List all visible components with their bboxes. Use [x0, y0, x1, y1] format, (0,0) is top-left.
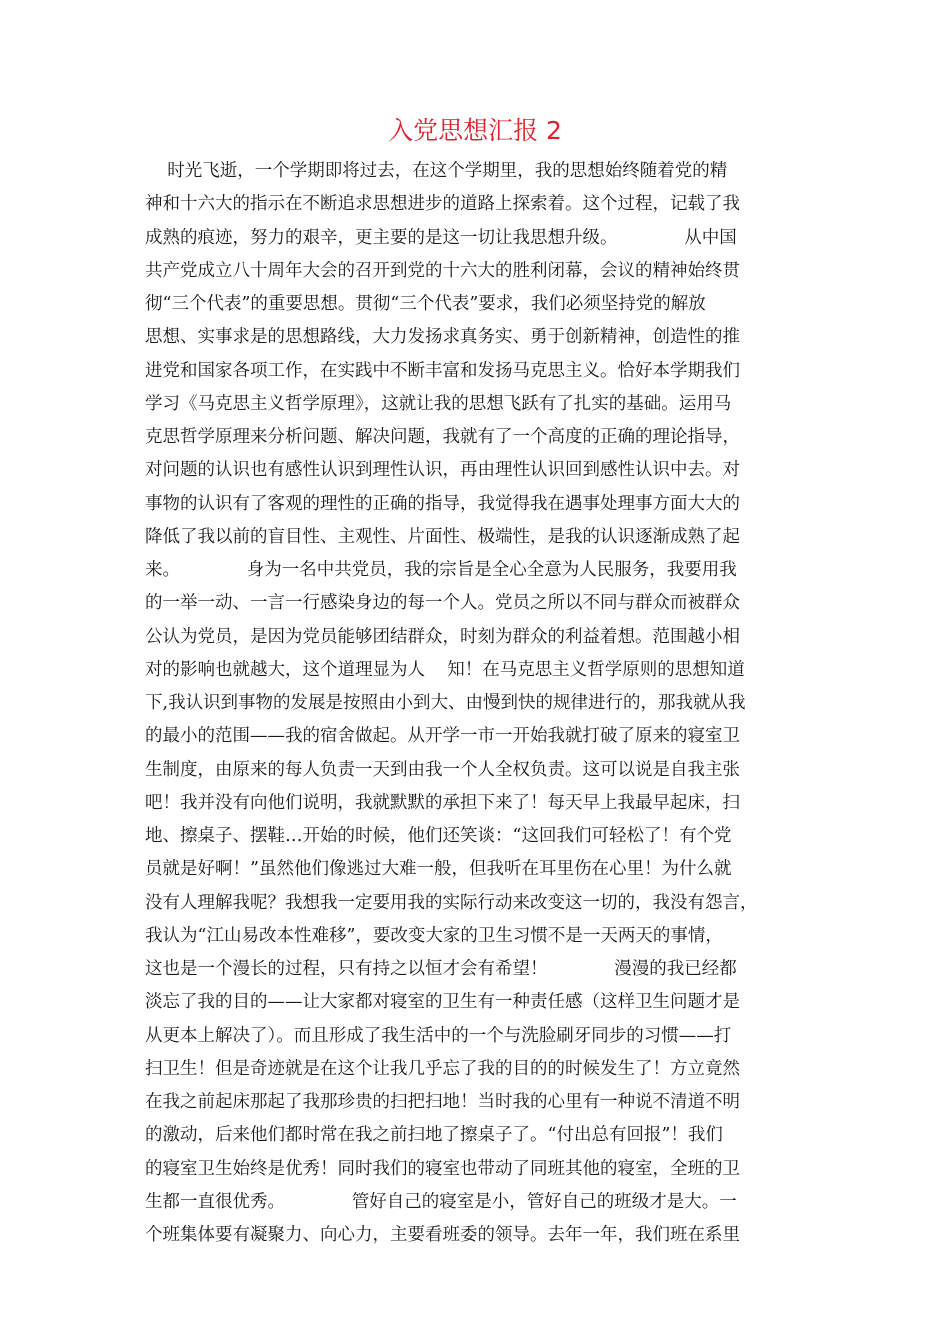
text-line: 生制度，由原来的每人负责一天到由我一个人全权负责。这可以说是自我主张 — [145, 759, 740, 780]
text-line: 地、擦桌子、摆鞋…开始的时候，他们还笑谈：“这回我们可轻松了！有个党 — [145, 826, 732, 846]
text-line: 下,我认识到事物的发展是按照由小到大、由慢到快的规律进行的，那我就从我 — [145, 693, 746, 713]
text-line: 神和十六大的指示在不断追求思想进步的道路上探索着。这个过程，记载了我 — [145, 194, 740, 215]
text-line: 在我之前起床那起了我那珍贵的扫把扫地！当时我的心里有一种说不清道不明 — [145, 1092, 740, 1112]
text-line: 扫卫生！但是奇迹就是在这个让我几乎忘了我的目的的时候发生了！方立竟然 — [145, 1058, 740, 1079]
text-line: 彻“三个代表”的重要思想。贯彻“三个代表”要求，我们必须坚持党的解放 — [145, 294, 706, 314]
text-line: 公认为党员，是因为党员能够团结群众，时刻为群众的利益着想。范围越小相 — [145, 626, 740, 647]
text-line: 淡忘了我的目的——让大家都对寝室的卫生有一种责任感（这样卫生问题才是 — [145, 992, 740, 1013]
text-line: 员就是好啊！”虽然他们像逃过大难一般，但我听在耳里伤在心里！为什么就 — [145, 859, 732, 880]
text-line: 生都一直很优秀。 管好自己的寝室是小，管好自己的班级才是大。一 — [145, 1191, 737, 1212]
text-line: 对问题的认识也有感性认识到理性认识，再由理性认识回到感性认识中去。对 — [145, 460, 740, 481]
text-line: 的激动，后来他们都时常在我之前扫地了擦桌子了。“付出总有回报”！我们 — [145, 1125, 723, 1146]
text-line: 降低了我以前的盲目性、主观性、片面性、极端性，是我的认识逐渐成熟了起 — [145, 526, 740, 547]
text-line: 成熟的痕迹，努力的艰辛，更主要的是这一切让我思想升级。 从中国 — [145, 227, 737, 248]
text-line: 这也是一个漫长的过程，只有持之以恒才会有希望！ 漫漫的我已经都 — [145, 959, 737, 979]
text-line: 时光飞逝，一个学期即将过去，在这个学期里，我的思想始终随着党的精 — [145, 161, 728, 181]
text-line: 个班集体要有凝聚力、向心力，主要看班委的领导。去年一年，我们班在系里 — [145, 1225, 740, 1245]
text-line: 思想、实事求是的思想路线，大力发扬求真务实、勇于创新精神，创造性的推 — [145, 327, 740, 348]
text-line: 我认为“江山易改本性难移”，要改变大家的卫生习惯不是一天两天的事情， — [145, 925, 723, 946]
document-body — [145, 155, 805, 1252]
text-line: 对的影响也就越大，这个道理显为人 知！在马克思主义哲学原则的思想知道 — [145, 659, 745, 680]
text-line: 的一举一动、一言一行感染身边的每一个人。党员之所以不同与群众而被群众 — [145, 593, 740, 614]
document-title: 入党思想汇报 2 — [388, 116, 562, 145]
text-line: 事物的认识有了客观的理性的正确的指导，我觉得我在遇事处理事方面大大的 — [145, 493, 740, 514]
text-line: 来。 身为一名中共党员，我的宗旨是全心全意为人民服务，我要用我 — [145, 560, 737, 580]
text-line: 的最小的范围——我的宿舍做起。从开学一市一开始我就打破了原来的寝室卫 — [145, 726, 740, 747]
text-line: 的寝室卫生始终是优秀！同时我们的寝室也带动了同班其他的寝室，全班的卫 — [145, 1158, 740, 1179]
text-line: 共产党成立八十周年大会的召开到党的十六大的胜利闭幕，会议的精神始终贯 — [145, 260, 740, 281]
text-line: 从更本上解决了）。而且形成了我生活中的一个与洗脸刷牙同步的习惯——打 — [145, 1025, 732, 1046]
text-line: 进党和国家各项工作，在实践中不断丰富和发扬马克思主义。恰好本学期我们 — [145, 360, 740, 381]
text-line: 吧！我并没有向他们说明，我就默默的承担下来了！每天早上我最早起床，扫 — [145, 792, 740, 813]
text-line: 学习《马克思主义哲学原理》，这就让我的思想飞跃有了扎实的基础。运用马 — [145, 393, 732, 414]
text-line: 克思哲学原理来分析问题、解决问题，我就有了一个高度的正确的理论指导， — [145, 427, 740, 447]
text-line: 没有人理解我呢？我想我一定要用我的实际行动来改变这一切的，我没有怨言， — [145, 892, 758, 913]
